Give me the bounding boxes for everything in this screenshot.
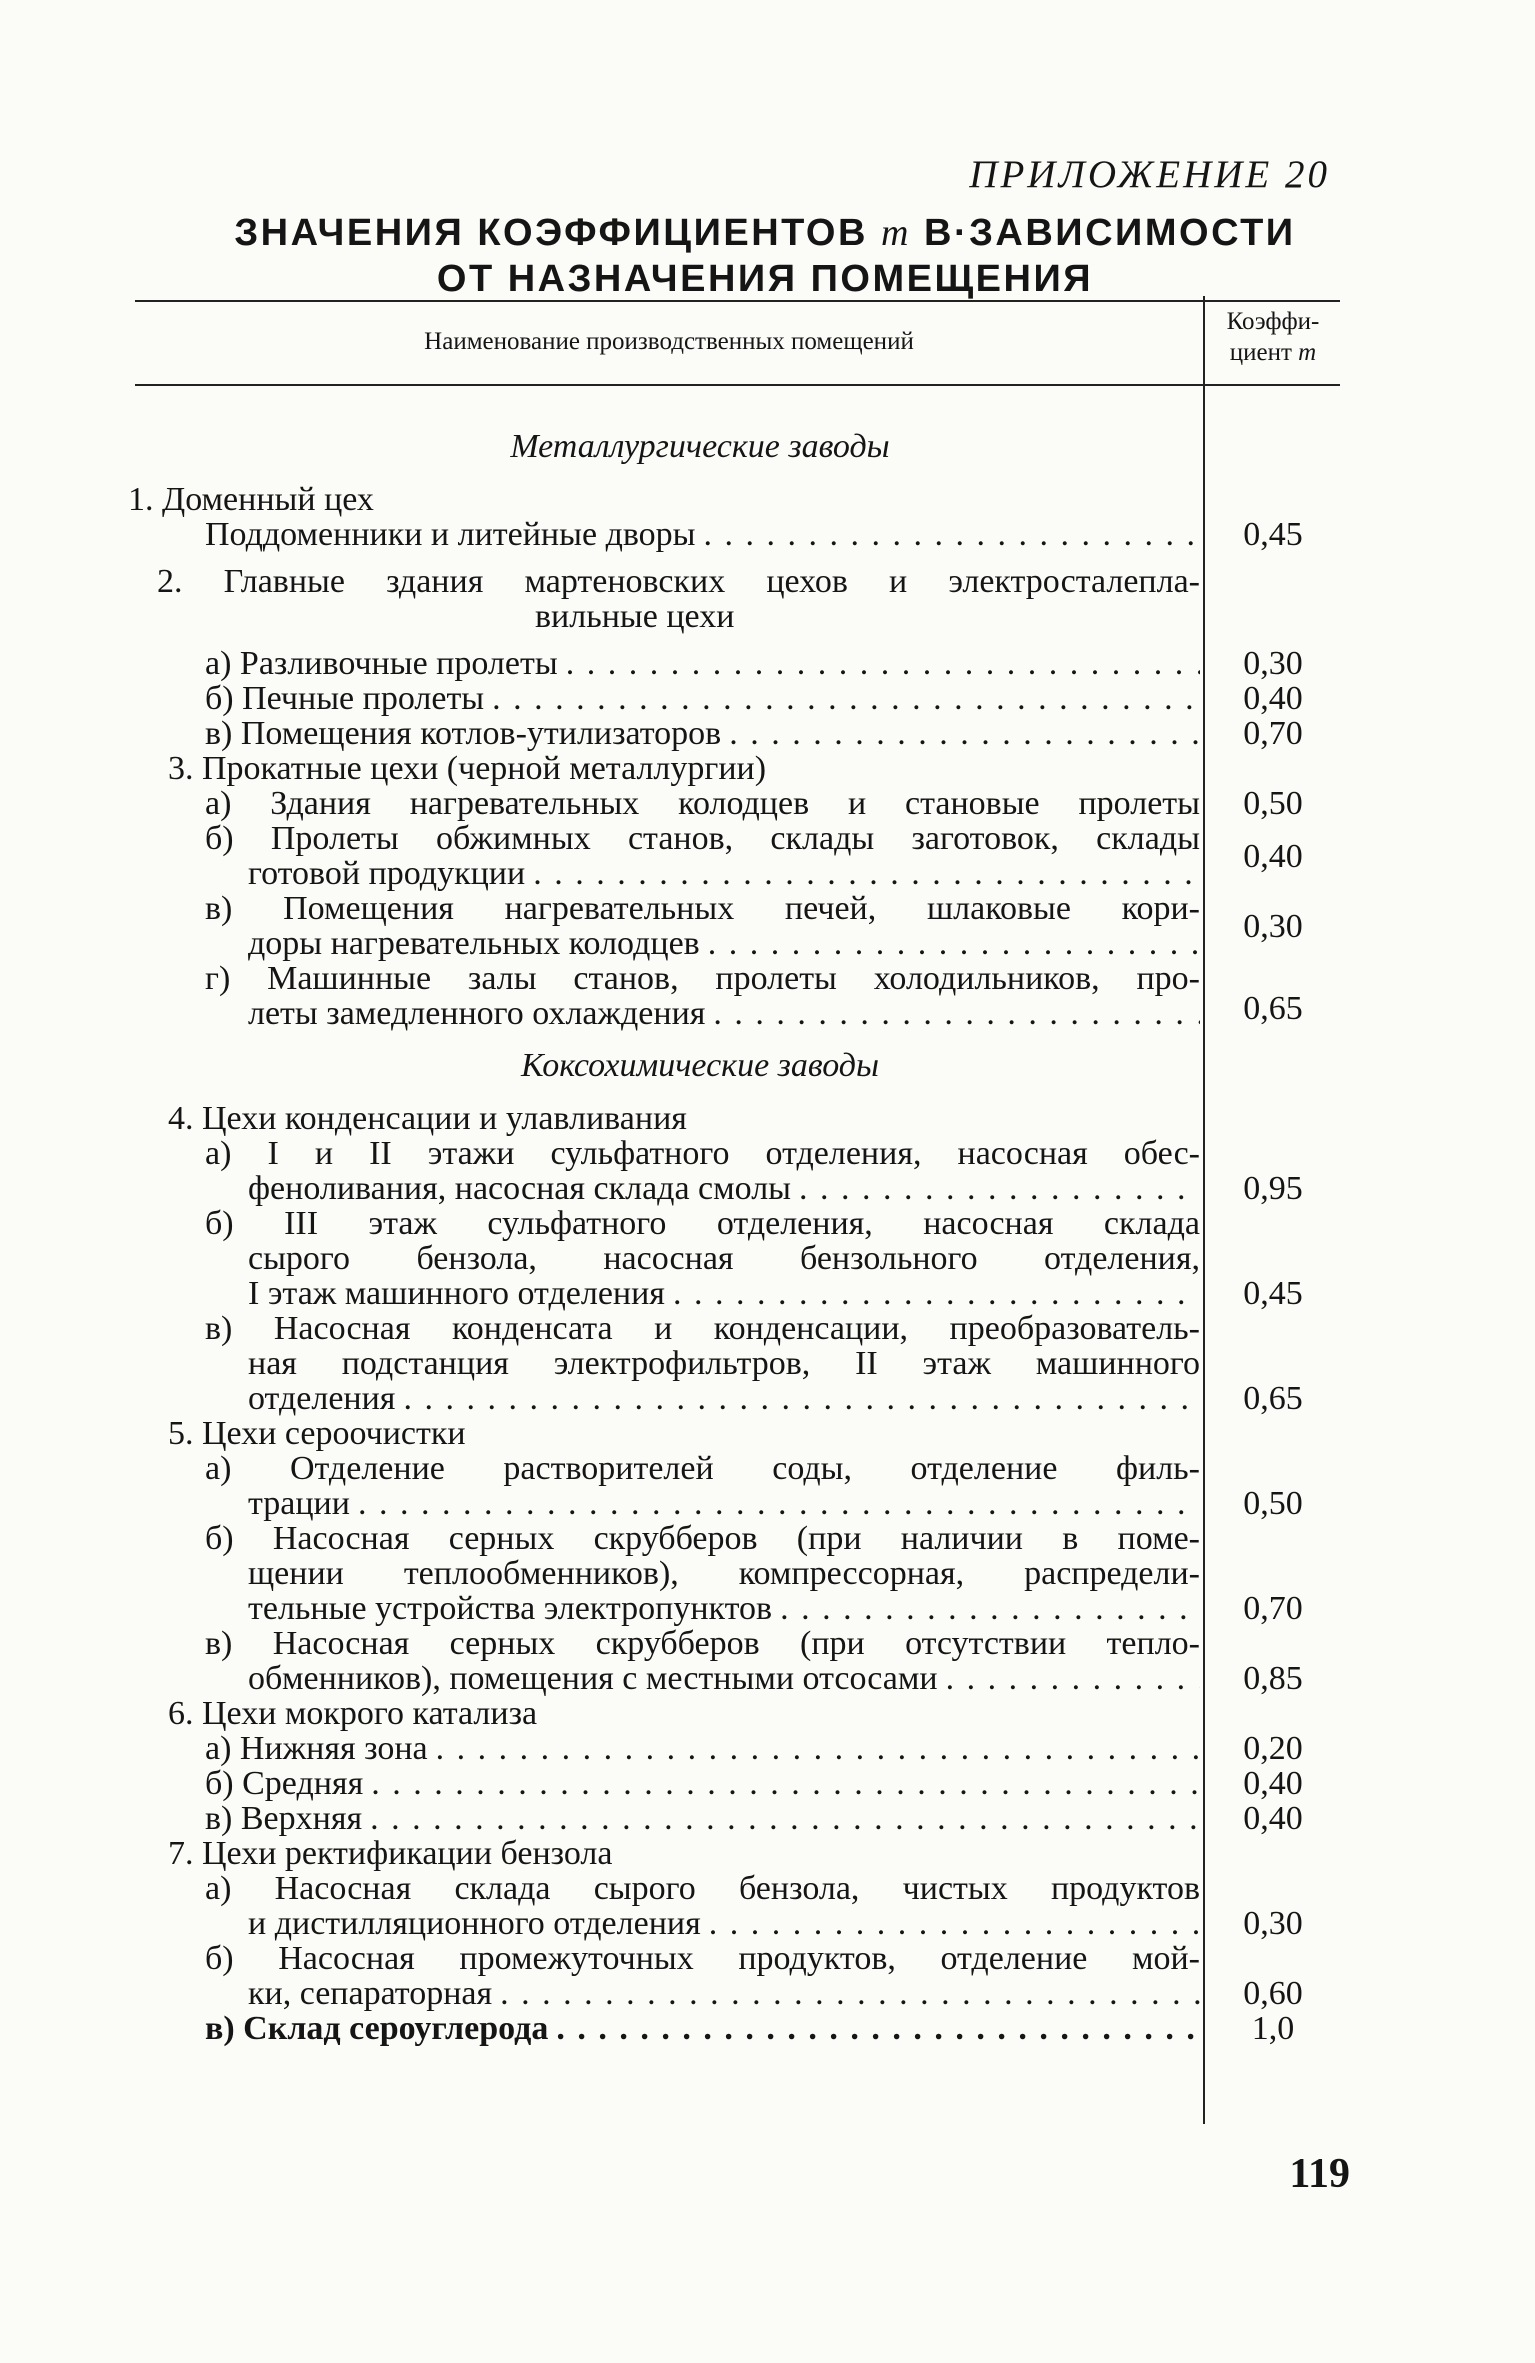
table-row (0, 1171, 1535, 1206)
table-row (0, 1346, 1535, 1381)
coefficient-value: 0,30 (1243, 1905, 1303, 1942)
page-title (200, 210, 1330, 302)
title-symbol: m (881, 212, 911, 254)
table-row (0, 517, 1535, 552)
leader-dots (729, 716, 1200, 751)
row-text (248, 1171, 1200, 1206)
table-row (0, 482, 1535, 517)
leader-dots (403, 1381, 1200, 1416)
row-label: а) Разливочные пролеты (205, 645, 558, 682)
leader-dots (436, 1731, 1200, 1766)
row-text (248, 1976, 1200, 2011)
row-text: а) Насосная склада сырого бензола, чистых продуктов (205, 1870, 1200, 1907)
table-row (0, 1521, 1535, 1556)
row-label: а) Нижняя зона (205, 1730, 428, 1767)
section-heading (0, 412, 1535, 482)
table-row (0, 1906, 1535, 1941)
coefficient-value: 0,70 (1243, 715, 1303, 752)
row-label: обменников), помещения с местными отсосами (248, 1660, 938, 1697)
row-text: 5. Цехи сероочистки (168, 1415, 466, 1452)
leader-dots (709, 1906, 1200, 1941)
row-text (205, 517, 1200, 552)
coefficient-value: 0,40 (1243, 1800, 1303, 1837)
coefficient-value: 0,40 (1243, 680, 1303, 717)
row-label: готовой продукции (248, 855, 526, 892)
row-text: 6. Цехи мокрого катализа (168, 1695, 538, 1732)
row-text (205, 1801, 1200, 1836)
row-text: вильные цехи (535, 598, 735, 635)
row-text (248, 1591, 1200, 1626)
page-number: 119 (1289, 2151, 1350, 2197)
row-text: б) III этаж сульфатного отделения, насосная склада (205, 1205, 1200, 1242)
leader-dots (492, 681, 1200, 716)
row-text (205, 1766, 1200, 1801)
table-row (0, 1836, 1535, 1871)
coefficient-value: 0,40 (1243, 838, 1303, 875)
row-text (205, 1731, 1200, 1766)
row-text (205, 681, 1200, 716)
leader-dots (713, 996, 1200, 1031)
row-text: 7. Цехи ректификации бензола (168, 1835, 613, 1872)
row-text (248, 1661, 1200, 1696)
row-label: и дистилляционного отделения (248, 1905, 701, 1942)
row-label: Поддоменники и литейные дворы (205, 516, 696, 553)
row-text (205, 716, 1200, 751)
section-title: Металлургические заводы (510, 428, 890, 465)
table-row (0, 1381, 1535, 1416)
row-text: сырого бензола, насосная бензольного отделения, (248, 1240, 1200, 1277)
coefficient-value: 0,50 (1243, 1485, 1303, 1522)
table-row (0, 786, 1535, 821)
row-text (248, 856, 1200, 891)
table-row (0, 1661, 1535, 1696)
coef-header-line: циент (1229, 339, 1292, 366)
table-top-rule (135, 300, 1340, 302)
row-text (248, 1486, 1200, 1521)
row-label: в) Верхняя (205, 1800, 363, 1837)
row-text: а) I и II этажи сульфатного отделения, насосная обес- (205, 1135, 1200, 1172)
table-row (0, 1486, 1535, 1521)
leader-dots (704, 517, 1200, 552)
row-text (205, 2011, 1200, 2046)
row-label: леты замедленного охлаждения (248, 995, 706, 1032)
row-text: 3. Прокатные цехи (черной металлургии) (168, 750, 767, 787)
column-header-coefficient (1206, 306, 1340, 368)
table-row (0, 1696, 1535, 1731)
table-row (0, 1311, 1535, 1346)
row-text: 1. Доменный цех (128, 481, 374, 518)
header-column-divider (1203, 296, 1205, 384)
title-line-1 (200, 210, 1330, 256)
coefficient-value: 0,65 (1243, 990, 1303, 1027)
leader-dots (371, 1766, 1200, 1801)
leader-dots (799, 1171, 1200, 1206)
row-text: а) Здания нагревательных колодцев и становые пролеты (205, 785, 1200, 822)
leader-dots (533, 856, 1200, 891)
row-text: в) Насосная серных скрубберов (при отсутствии тепло- (205, 1625, 1200, 1662)
row-text: г) Машинные залы станов, пролеты холодильников, про- (205, 960, 1200, 997)
leader-dots (780, 1591, 1200, 1626)
leader-dots (673, 1276, 1200, 1311)
row-label: б) Средняя (205, 1765, 364, 1802)
header-bottom-rule (135, 384, 1340, 386)
coefficient-value: 0,95 (1243, 1170, 1303, 1207)
table-row (0, 716, 1535, 751)
row-text: а) Отделение растворителей соды, отделение филь- (205, 1450, 1200, 1487)
row-label: I этаж машинного отделения (248, 1275, 665, 1312)
coefficient-value: 0,60 (1243, 1975, 1303, 2012)
coefficient-value: 0,85 (1243, 1660, 1303, 1697)
coefficient-value: 0,50 (1243, 785, 1303, 822)
coefficient-value: 1,0 (1251, 2010, 1295, 2047)
table-row (0, 564, 1535, 599)
table-row (0, 646, 1535, 681)
row-text: б) Насосная промежуточных продуктов, отделение мой- (205, 1940, 1200, 1977)
table-row (0, 1591, 1535, 1626)
section-title: Коксохимические заводы (520, 1047, 880, 1084)
table-row (0, 1451, 1535, 1486)
row-text: ная подстанция электрофильтров, II этаж машинного (248, 1345, 1200, 1382)
coefficient-value: 0,45 (1243, 516, 1303, 553)
row-label: ки, сепараторная (248, 1975, 493, 2012)
coefficient-value: 0,20 (1243, 1730, 1303, 1767)
row-text (248, 926, 1200, 961)
coefficient-value: 0,65 (1243, 1380, 1303, 1417)
leader-dots (358, 1486, 1200, 1521)
table-row (0, 1416, 1535, 1451)
coef-header-line: Коэффи- (1226, 308, 1320, 335)
leader-dots (556, 2011, 1200, 2046)
row-text: б) Пролеты обжимных станов, склады заготовок, склады (205, 820, 1200, 857)
table-row (0, 1626, 1535, 1661)
title-line-2: ОТ НАЗНАЧЕНИЯ ПОМЕЩЕНИЯ (436, 258, 1094, 300)
table-row (0, 1556, 1535, 1591)
row-text (248, 1381, 1200, 1416)
row-label: трации (248, 1485, 350, 1522)
leader-dots (566, 646, 1200, 681)
row-text (248, 1276, 1200, 1311)
leader-dots (500, 1976, 1200, 2011)
row-text (248, 996, 1200, 1031)
table-row (0, 1206, 1535, 1241)
table-row (0, 2011, 1535, 2046)
table-row (0, 751, 1535, 786)
title-part: ЗНАЧЕНИЯ КОЭФФИЦИЕНТОВ (234, 212, 881, 254)
row-label: отделения (248, 1380, 396, 1417)
row-text: щении теплообменников), компрессорная, распредели- (248, 1555, 1200, 1592)
coef-header-symbol: m (1298, 339, 1317, 366)
row-label: тельные устройства электропунктов (248, 1590, 773, 1627)
column-header-name: Наименование производственных помещений (424, 328, 914, 355)
leader-dots (708, 926, 1200, 961)
table-row (0, 1766, 1535, 1801)
coefficient-value: 0,40 (1243, 1765, 1303, 1802)
title-part: В·ЗАВИСИМОСТИ (910, 212, 1296, 254)
appendix-label: ПРИЛОЖЕНИЕ 20 (969, 153, 1330, 196)
row-label: в) Помещения котлов-утилизаторов (205, 715, 722, 752)
table-row (0, 599, 1535, 634)
coefficient-value: 0,30 (1243, 645, 1303, 682)
row-text: 2. Главные здания мартеновских цехов и электросталепла- (157, 563, 1200, 600)
row-label: доры нагревательных колодцев (248, 925, 700, 962)
section-heading (0, 1031, 1535, 1101)
row-text (205, 646, 1200, 681)
row-label: б) Печные пролеты (205, 680, 485, 717)
coefficient-value: 0,45 (1243, 1275, 1303, 1312)
row-text (248, 1906, 1200, 1941)
table-row (0, 1731, 1535, 1766)
leader-dots (370, 1801, 1200, 1836)
table-row (0, 1276, 1535, 1311)
row-text: в) Насосная конденсата и конденсации, преобразователь- (205, 1310, 1200, 1347)
table-body (0, 412, 1535, 2046)
table-row (0, 681, 1535, 716)
table-row (0, 1101, 1535, 1136)
table-row (0, 1941, 1535, 1976)
coefficient-value: 0,30 (1243, 908, 1303, 945)
row-label: феноливания, насосная склада смолы (248, 1170, 792, 1207)
table-row (0, 990, 1535, 1032)
row-text: б) Насосная серных скрубберов (при наличии в поме- (205, 1520, 1200, 1557)
leader-dots (946, 1661, 1200, 1696)
table-row (0, 1871, 1535, 1906)
row-label: в) Склад сероуглерода (205, 2010, 549, 2047)
table-row (0, 1136, 1535, 1171)
table-row (0, 1976, 1535, 2011)
row-text: в) Помещения нагревательных печей, шлаковые кори- (205, 890, 1200, 927)
table-row (0, 1241, 1535, 1276)
coefficient-value: 0,70 (1243, 1590, 1303, 1627)
row-text: 4. Цехи конденсации и улавливания (168, 1100, 687, 1137)
table-row (0, 1801, 1535, 1836)
